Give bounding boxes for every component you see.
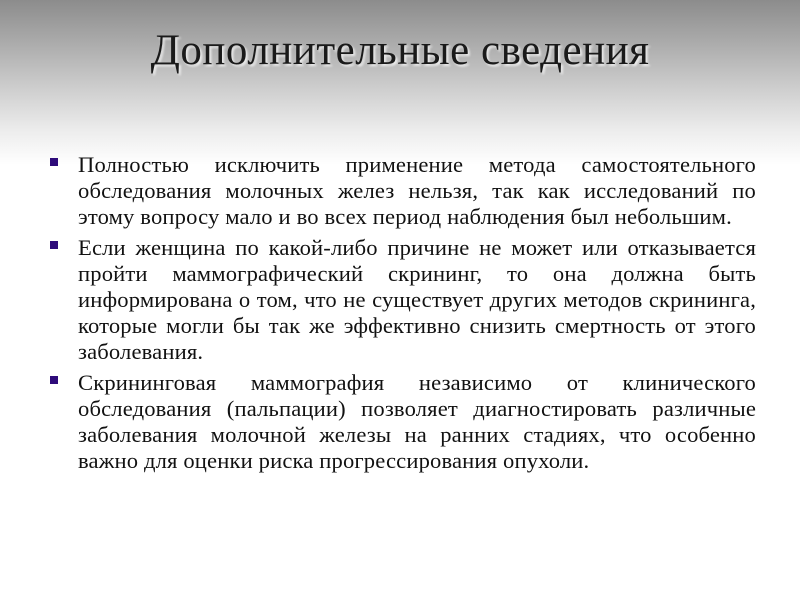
- bullet-text-1: Полностью исключить применение метода самостоятельного обследования молочных желез нельзя, так как исследований по этому вопросу мало и во всех период наблюдения был небольшим.: [78, 152, 756, 229]
- bullet-item-2: [48, 235, 756, 364]
- square-bullet-icon: [50, 158, 58, 166]
- slide-content: [48, 152, 756, 480]
- square-bullet-icon: [50, 376, 58, 384]
- bullet-item-1: [48, 152, 756, 229]
- square-bullet-icon: [50, 241, 58, 249]
- slide-title: Дополнительные сведения: [150, 27, 650, 74]
- bullet-item-3: [48, 370, 756, 473]
- bullet-text-2: Если женщина по какой-либо причине не может или отказывается пройти маммографический скрининг, то она должна быть информирована о том, что не существует других методов скрининга, которые могли бы так же эффективно снизить смертность от этого заболевания.: [78, 235, 756, 364]
- bullet-text-3: Скрининговая маммография независимо от клинического обследования (пальпации) позволяет диагностировать различные заболевания молочной железы на ранних стадиях, что особенно важно для оценки риска прогрессирования опухоли.: [78, 370, 756, 473]
- bullet-list: [48, 152, 756, 474]
